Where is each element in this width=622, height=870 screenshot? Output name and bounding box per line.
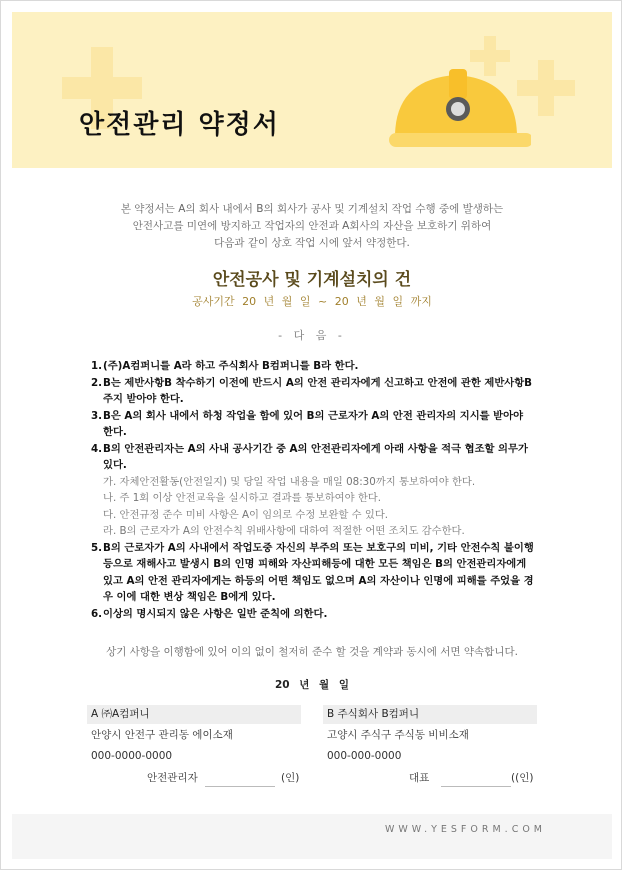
party-b-phone: 000-000-0000	[327, 750, 402, 762]
clause-number: 5.	[91, 541, 103, 554]
clause-number: 3.	[91, 409, 103, 422]
clause-item	[91, 441, 536, 540]
clause-item	[91, 358, 536, 375]
clause-item	[91, 540, 536, 606]
subject-heading: 안전공사 및 기계설치의 건	[212, 270, 412, 290]
section-divider-label: - 다 음 -	[278, 329, 346, 342]
clause-item	[91, 408, 536, 441]
clause-list	[91, 358, 536, 622]
clause-text: 이상의 명시되지 않은 사항은 일반 준칙에 의한다.	[103, 607, 328, 620]
intro-paragraph	[61, 201, 563, 252]
sub-clause-item: 라. B의 근로자가 A의 안전수칙 위배사항에 대하여 적절한 어떤 조치도 감수한다.	[103, 525, 465, 537]
party-a-name: A ㈜A컴퍼니	[87, 705, 301, 724]
party-a-block	[87, 705, 301, 788]
party-a-address: 안양시 안전구 관리동 에이소재	[91, 729, 233, 741]
document-title: 안전관리 약정서	[79, 110, 280, 140]
decor-cross-right-v	[538, 60, 554, 116]
clause-number: 6.	[91, 607, 103, 620]
safety-helmet-icon	[381, 59, 531, 154]
closing-statement: 상기 사항을 이행함에 있어 이의 없이 철저히 준수 할 것을 계약과 동시에 서면 약속합니다.	[106, 646, 518, 658]
party-a-phone: 000-0000-0000	[91, 750, 173, 762]
clause-number: 1.	[91, 360, 103, 372]
sub-clause-item: 나. 주 1회 이상 안전교육을 실시하고 결과를 통보하여야 한다.	[103, 492, 382, 504]
signature-rule	[441, 786, 511, 787]
clause-text: (주)A컴퍼니를 A라 하고 주식회사 B컴퍼니를 B라 한다.	[103, 360, 359, 372]
party-b-address: 고양시 주식구 주식동 비비소재	[327, 729, 469, 741]
sub-clause-item: 다. 안전규정 준수 미비 사항은 A이 임의로 수정 보완할 수 있다.	[103, 508, 389, 521]
construction-period: 공사기간 20 년 월 일 ~ 20 년 월 일 까지	[192, 295, 432, 308]
clause-text: B은 A의 회사 내에서 하청 작업을 함에 있어 B의 근로자가 A의 안전 관리자의 지시를 받아야 한다.	[103, 409, 524, 438]
sub-clause-item: 가. 자체안전활동(안전일지) 및 당일 작업 내용을 매일 08:30까지 통보하여야 한다.	[103, 475, 476, 488]
signing-date: 20 년 월 일	[274, 679, 349, 691]
sub-clause-list	[103, 474, 536, 540]
clause-item	[91, 375, 536, 408]
clause-text: B는 제반사항B 착수하기 이전에 반드시 A의 안전 관리자에게 신고하고 안전에 관한 제반사항B 주지 받아야 한다.	[103, 376, 533, 405]
footer-bar	[12, 814, 612, 859]
clause-text: B의 근로자가 A의 사내에서 작업도중 자신의 부주의 또는 보호구의 미비, 기타 안전수칙 불이행 등으로 재해사고 발생시 B의 인명 피해와 자산피해등에 대한 모든 책임은 B의 안전관리자에게 있고 A의 안전 관리자에게는 하등의 어떤 책임도 없으며 A의 자산이나 인명에 피해를 주었을 경우 이에 대한 변상 책임은 B에게 있다.	[103, 541, 534, 603]
party-b-signature-line	[323, 769, 537, 788]
clause-number: 2.	[91, 376, 103, 389]
party-b-block	[323, 705, 537, 788]
signature-rule	[205, 786, 275, 787]
clause-number: 4.	[91, 442, 103, 455]
party-a-signature-line	[87, 769, 301, 788]
clause-item	[91, 606, 536, 623]
party-b-name: B 주식회사 B컴퍼니	[323, 705, 537, 724]
footer-url: WWW.YESFORM.COM	[384, 824, 546, 835]
clause-text: B의 안전관리자는 A의 사내 공사기간 중 A의 안전관리자에게 아래 사항을 적극 협조할 의무가 있다.	[103, 442, 528, 471]
party-a-sign-label: 안전관리자	[147, 772, 198, 784]
intro-line: 다음과 같이 상호 작업 시에 앞서 약정한다.	[214, 237, 410, 249]
party-a-seal: (인)	[281, 772, 300, 784]
party-b-seal: ((인)	[511, 772, 534, 784]
intro-line: 안전사고를 미연에 방지하고 작업자의 안전과 A회사의 자산을 보호하기 위하여	[132, 220, 492, 232]
intro-line: 본 약정서는 A의 회사 내에서 B의 회사가 공사 및 기계설치 작업 수행 중에 발생하는	[120, 203, 504, 215]
party-b-sign-label: 대표	[409, 772, 430, 784]
